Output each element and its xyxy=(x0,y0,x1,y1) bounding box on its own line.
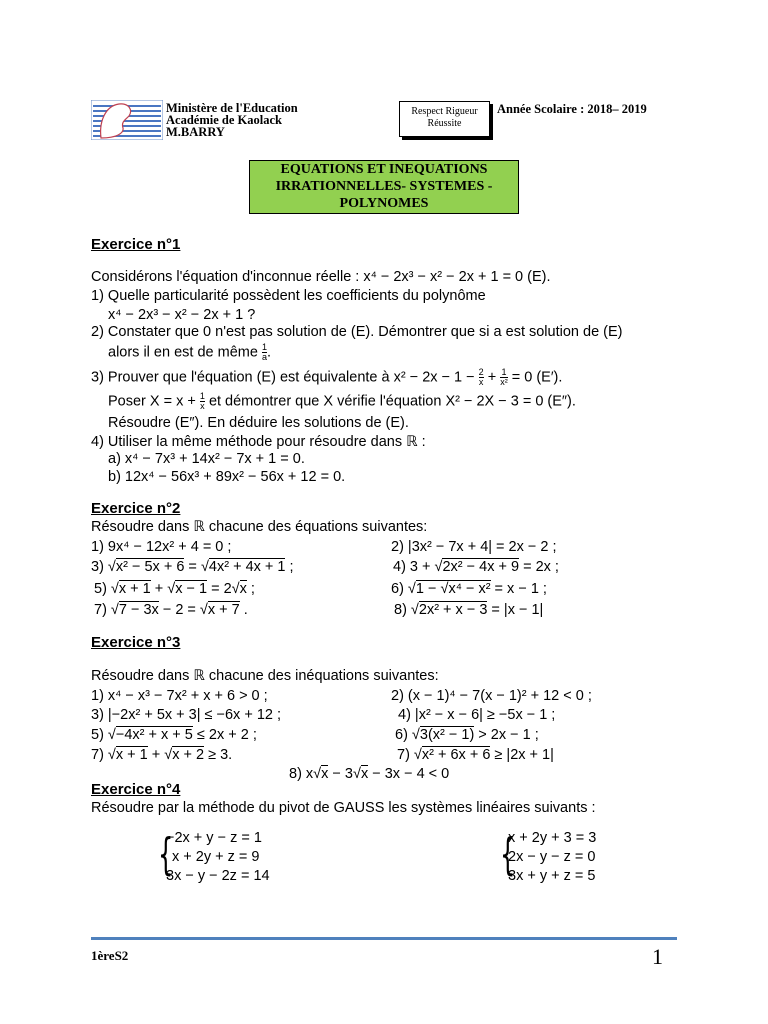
ex1-q2: 2) Constater que 0 n'est pas solution de (E). Démontrer que si a est solution de (E) xyxy=(91,324,623,340)
ex3-i7b: 7) √x² + 6x + 6 ≥ |2x + 1| xyxy=(397,747,554,763)
ex1-q2b: alors il en est de même xyxy=(108,344,258,361)
ex1-q3-pose-line xyxy=(108,392,576,411)
frac-den: x² xyxy=(500,377,508,387)
frac-num: 1 xyxy=(261,342,267,352)
ex1-q4: 4) Utiliser la même méthode pour résoudre dans ℝ : xyxy=(91,434,426,450)
ministry-label: Ministère de l'Education xyxy=(166,101,298,115)
ex1-q3pose-b: et démontrer que X vérifie l'équation X² − 2X − 3 = 0 (E″). xyxy=(208,393,576,410)
ex2-e8: 8) √2x² + x − 3 = |x − 1| xyxy=(394,602,544,618)
footer-rule xyxy=(91,937,677,940)
suffix: > 2x − 1 ; xyxy=(474,727,539,743)
ex3-i3: 3) |−2x² + 5x + 3| ≤ −6x + 12 ; xyxy=(91,707,282,723)
system-1-eq2: x + 2y + z = 9 xyxy=(172,849,260,865)
title-line3: POLYNOMES xyxy=(339,196,429,211)
ex2-e7: 7) √7 − 3x − 2 = √x + 7 . xyxy=(94,602,248,618)
suffix: . xyxy=(239,602,248,618)
school-year: Année Scolaire : 2018– 2019 xyxy=(497,102,647,116)
ex1-q3a: 3) Prouver que l'équation (E) est équivalente à x² − 2x − 1 − xyxy=(91,369,475,386)
suffix: ≤ 2x + 2 ; xyxy=(192,727,257,743)
radicand: x + 1 xyxy=(118,581,151,597)
ex3-i7: 7) √x + 1 + √x + 2 ≥ 3. xyxy=(91,747,233,763)
radicand: 2x² + x − 3 xyxy=(418,602,488,618)
ex2-e1: 1) 9x⁴ − 12x² + 4 = 0 ; xyxy=(91,539,232,555)
label: 8) x xyxy=(289,766,314,782)
operator: = xyxy=(184,559,201,575)
suffix: ; xyxy=(285,559,294,575)
radicand: x xyxy=(360,766,369,782)
ex4-title: Exercice n°4 xyxy=(91,781,181,798)
radicand: x − 1 xyxy=(175,581,208,597)
radicand: x + 2 xyxy=(172,747,205,763)
label: 7) xyxy=(94,602,111,618)
ex2-intro: Résoudre dans ℝ chacune des équations suivantes: xyxy=(91,519,428,535)
system-1-eq1: −2x + y − z = 1 xyxy=(166,830,262,846)
frac-den: x xyxy=(200,401,205,411)
radicand: 7 − 3x xyxy=(118,602,159,618)
title-line2: IRRATIONNELLES- SYSTEMES - xyxy=(275,179,493,194)
ex2-title: Exercice n°2 xyxy=(91,500,181,517)
suffix: ; xyxy=(246,581,255,597)
ex1-q4b: b) 12x⁴ − 56x³ + 89x² − 56x + 12 = 0. xyxy=(108,469,346,485)
radicand: 1 − √x⁴ − x² xyxy=(415,581,491,597)
radicand: −4x² + x + 5 xyxy=(115,727,193,743)
radicand: x² − 5x + 6 xyxy=(115,559,185,575)
ex1-q3res: Résoudre (E″). En déduire les solutions de (E). xyxy=(108,415,409,431)
suffix: − 3x − 4 < 0 xyxy=(368,766,450,782)
academy-logo xyxy=(91,100,163,140)
motto-box xyxy=(399,101,490,137)
ex1-q2-fraction xyxy=(262,343,267,362)
suffix: = 2x ; xyxy=(519,559,559,575)
label: 7) xyxy=(397,747,414,763)
radicand: 3(x² − 1) xyxy=(419,727,475,743)
ex1-q3-fraction1 xyxy=(479,368,484,387)
operator: − 3 xyxy=(328,766,353,782)
frac-den: x xyxy=(478,377,484,387)
system-2-eq2: 2x − y − z = 0 xyxy=(508,849,596,865)
title-line1: EQUATIONS ET INEQUATIONS xyxy=(280,162,488,177)
radicand: x² + 6x + 6 xyxy=(421,747,491,763)
system-2-eq3: 3x + y + z = 5 xyxy=(508,868,596,884)
operator: − 2 = xyxy=(158,602,200,618)
radicand: x + 1 xyxy=(115,747,148,763)
ex2-e2: 2) |3x² − 7x + 4| = 2x − 2 ; xyxy=(391,539,557,555)
ex1-q3pose-a: Poser X = x + xyxy=(108,393,196,410)
system-2-eq1: x + 2y + 3 = 3 xyxy=(508,830,597,846)
label: 7) xyxy=(91,747,108,763)
ex1-q4a: a) x⁴ − 7x³ + 14x² − 7x + 1 = 0. xyxy=(108,451,305,467)
system-1-eq3: 3x − y − 2z = 14 xyxy=(166,868,270,884)
label: 5) xyxy=(91,727,108,743)
page-number: 1 xyxy=(652,944,663,969)
ex3-i6: 6) √3(x² − 1) > 2x − 1 ; xyxy=(395,727,539,743)
ex1-intro: Considérons l'équation d'inconnue réelle : x⁴ − 2x³ − x² − 2x + 1 = 0 (E). xyxy=(91,269,551,285)
motto-line1: Respect Rigueur xyxy=(411,106,478,117)
system-2-brace: { xyxy=(500,829,516,880)
academy-label: Académie de Kaolack xyxy=(166,113,282,127)
radicand: x xyxy=(321,766,329,782)
logo-graphic xyxy=(91,100,163,140)
label: 8) xyxy=(394,602,411,618)
frac-num: 1 xyxy=(501,367,507,377)
label: 6) xyxy=(395,727,412,743)
radicand: 4x² + 4x + 1 xyxy=(208,559,286,575)
operator: + xyxy=(147,747,165,763)
ex2-e6: 6) √1 − √x⁴ − x² = x − 1 ; xyxy=(391,581,547,597)
header-institution xyxy=(166,102,298,138)
ex1-q1: 1) Quelle particularité possèdent les coefficients du polynôme xyxy=(91,288,486,304)
motto-line2: Réussite xyxy=(427,118,462,129)
label: 6) xyxy=(391,581,408,597)
frac-den: a xyxy=(261,352,267,362)
ex2-e3: 3) √x² − 5x + 6 = √4x² + 4x + 1 ; xyxy=(91,559,294,575)
ex3-title: Exercice n°3 xyxy=(91,634,181,651)
ex4-intro: Résoudre par la méthode du pivot de GAUSS les systèmes linéaires suivants : xyxy=(91,800,596,816)
suffix: = x − 1 ; xyxy=(490,581,547,597)
ex3-i5: 5) √−4x² + x + 5 ≤ 2x + 2 ; xyxy=(91,727,257,743)
ex3-intro: Résoudre dans ℝ chacune des inéquations suivantes: xyxy=(91,668,439,684)
ex3-i2: 2) (x − 1)⁴ − 7(x − 1)² + 12 < 0 ; xyxy=(391,688,592,704)
ex2-e5: 5) √x + 1 + √x − 1 = 2√x ; xyxy=(94,581,255,597)
frac-num: 1 xyxy=(199,391,205,401)
ex1-q3pose-fraction xyxy=(200,392,205,411)
suffix: ≥ |2x + 1| xyxy=(490,747,554,763)
system-1-brace: { xyxy=(158,829,174,880)
ex1-q3-fraction2 xyxy=(500,368,508,387)
radicand: x + 7 xyxy=(207,602,240,618)
radicand: 2x² − 4x + 9 xyxy=(442,559,520,575)
author-label: M.BARRY xyxy=(166,125,225,139)
label: 5) xyxy=(94,581,111,597)
ex1-q3-line: 3) Prouver que l'équation (E) est équivalente à x² − 2x − 1 − $\frac{2}{x}$ + $\frac{1}{\text{x²}}$ = 0 (E′). xyxy=(91,367,563,387)
ex3-i8: 8) x√x − 3√x − 3x − 4 < 0 xyxy=(289,766,450,782)
ex1-q2b-line: alors il en est de même $\frac{1}{a}$ . xyxy=(108,342,271,362)
operator: + xyxy=(150,581,168,597)
ex3-i4: 4) |x² − x − 6| ≥ −5x − 1 ; xyxy=(398,707,556,723)
ex1-q1b: x⁴ − 2x³ − x² − 2x + 1 ? xyxy=(108,307,256,323)
suffix: = |x − 1| xyxy=(487,602,544,618)
ex2-e4: 4) 3 + √2x² − 4x + 9 = 2x ; xyxy=(393,559,559,575)
ex1-title: Exercice n°1 xyxy=(91,236,181,253)
title-box xyxy=(249,160,519,214)
suffix: ≥ 3. xyxy=(204,747,233,763)
label: 4) 3 + xyxy=(393,559,435,575)
ex1-q3c: = 0 (E′). xyxy=(511,369,563,386)
operator: = 2 xyxy=(207,581,232,597)
footer-class: 1èreS2 xyxy=(91,948,129,963)
frac-num: 2 xyxy=(478,367,484,377)
label: 3) xyxy=(91,559,108,575)
radicand: x xyxy=(239,581,247,597)
ex3-i1: 1) x⁴ − x³ − 7x² + x + 6 > 0 ; xyxy=(91,688,268,704)
